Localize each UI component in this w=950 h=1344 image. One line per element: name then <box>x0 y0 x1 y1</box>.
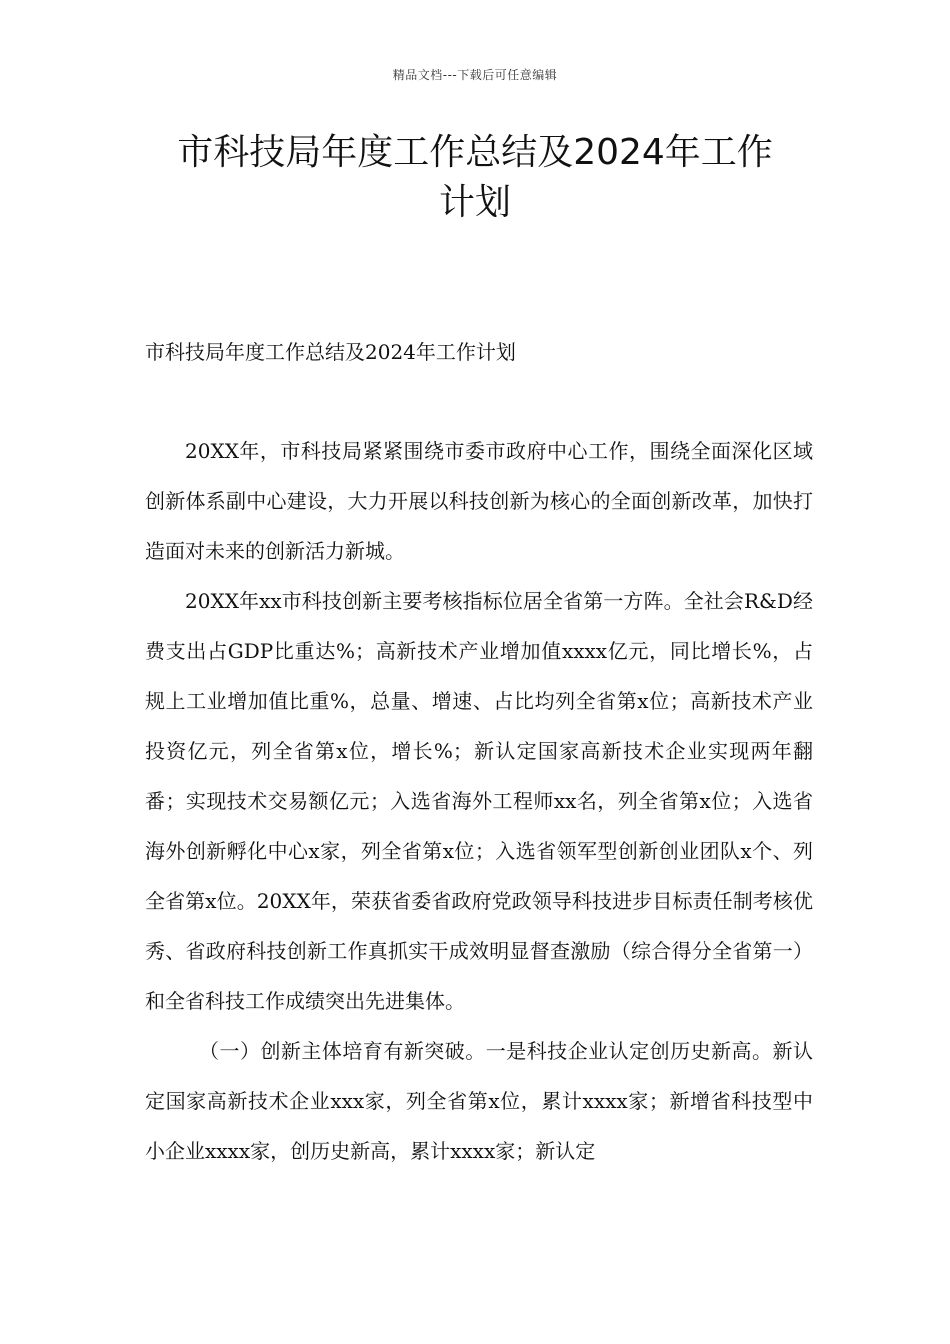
document-title-line2: 计划 <box>438 182 511 223</box>
document-title-line1: 市科技局年度工作总结及2024年工作 <box>177 132 773 173</box>
paragraph-intro: 20XX年，市科技局紧紧围绕市委市政府中心工作，围绕全面深化区域创新体系副中心建设，大力开展以科技创新为核心的全面创新改革，加快打造面对未来的创新活力新城。 <box>145 439 813 563</box>
header-note: 精品文档---下载后可任意编辑 <box>392 68 558 82</box>
document-body <box>145 426 813 1176</box>
paragraph-achievements: 20XX年xx市科技创新主要考核指标位居全省第一方阵。全社会R&D经费支出占GDP比重达%；高新技术产业增加值xxxx亿元，同比增长%，占规上工业增加值比重%，总量、增速、占比均列全省第x位；高新技术产业投资亿元，列全省第x位，增长%；新认定国家高新技术企业实现两年翻番；实现技术交易额亿元；入选省海外工程师xx名，列全省第x位；入选省海外创新孵化中心x家，列全省第x位；入选省领军型创新创业团队x个、列全省第x位。20XX年，荣获省委省政府党政领导科技进步目标责任制考核优秀、省政府科技创新工作真抓实干成效明显督查激励（综合得分全省第一）和全省科技工作成绩突出先进集体。 <box>145 589 813 1013</box>
paragraph-section-one: （一）创新主体培育有新突破。一是科技企业认定创历史新高。新认定国家高新技术企业xxx家，列全省第x位，累计xxxx家；新增省科技型中小企业xxxx家，创历史新高，累计xxxx家；新认定 <box>145 1039 813 1163</box>
document-subtitle: 市科技局年度工作总结及2024年工作计划 <box>145 340 516 364</box>
document-title <box>120 128 830 228</box>
